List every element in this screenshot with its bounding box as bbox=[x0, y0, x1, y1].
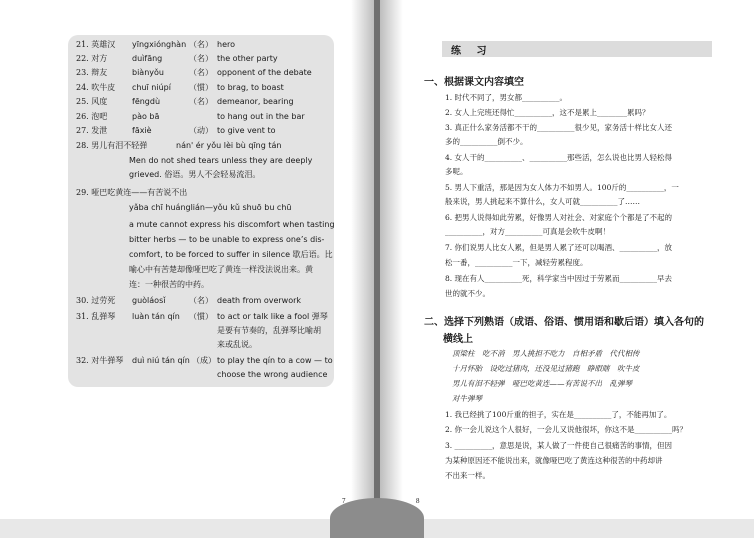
vocab-word: 24. 吹牛皮 bbox=[76, 83, 116, 92]
vocab-pos: （惯） bbox=[189, 83, 213, 92]
exercise-line: 1. 时代不同了，男女都__________。 bbox=[445, 93, 568, 102]
exercise-line: 6. 把男人说得如此劳累，好像男人对社会、对家庭个个都是了不起的 bbox=[445, 213, 673, 222]
vocab-word: 31. 乱弹琴 bbox=[76, 312, 116, 321]
word-bank-line: 对牛弹琴 bbox=[452, 394, 482, 403]
vocab-meaning: bitter herbs — to be unable to express one’s dis- bbox=[129, 235, 325, 244]
exercise-line: 3. 真正什么家务活都不干的__________很少见，家务活十样比女人还 bbox=[445, 123, 673, 132]
exercise-line: 不出来一样。 bbox=[445, 471, 490, 480]
vocab-meaning: a mute cannot express his discomfort when tasting bbox=[129, 220, 335, 229]
page-number: 8 bbox=[416, 497, 420, 505]
vocab-meaning: 是要有节奏的，乱弹琴比喻胡 bbox=[217, 326, 321, 335]
vocab-word: 29. 哑巴吃黄连——有苦说不出 bbox=[76, 188, 188, 197]
section-heading: 二、选择下列熟语（成语、俗语、惯用语和歇后语）填入各句的 bbox=[424, 317, 704, 328]
word-bank-line: 男儿有泪不轻弹 哑巴吃黄连——有苦说不出 乱弹琴 bbox=[452, 379, 632, 388]
vocab-pos: （名） bbox=[189, 97, 213, 106]
section-heading: 一、根据课文内容填空 bbox=[424, 77, 524, 88]
vocab-word: 28. 男儿有泪不轻弹 bbox=[76, 141, 148, 150]
vocab-meaning: to give vent to bbox=[217, 126, 276, 135]
exercise-line: 5. 男人下重活，那是因为女人体力不如男人。100斤的__________，一 bbox=[445, 183, 679, 192]
vocab-meaning: demeanor, bearing bbox=[217, 97, 294, 106]
vocab-word: 21. 英雄汉 bbox=[76, 40, 116, 49]
vocab-meaning: choose the wrong audience bbox=[217, 370, 328, 379]
vocab-meaning: to brag, to boast bbox=[217, 83, 284, 92]
vocab-pinyin: yīngxiónghàn bbox=[132, 40, 187, 49]
exercise-line: 世的就不少。 bbox=[445, 289, 490, 298]
book-tab bbox=[330, 498, 424, 538]
vocab-pinyin: yǎba chī huánglián—yǒu kǔ shuō bu chū bbox=[129, 203, 292, 212]
vocab-pinyin: duì niú tán qín bbox=[132, 356, 190, 365]
exercise-line: __________，对方__________可真是会吹牛皮啊！ bbox=[445, 227, 610, 236]
vocab-pos: （名） bbox=[189, 296, 213, 305]
vocab-meaning: to hang out in the bar bbox=[217, 112, 305, 121]
exercise-line: 松一番，__________一下，减轻劳累程度。 bbox=[445, 258, 588, 267]
exercise-line: 般来说，男人挑起来不算什么，女人可就__________了…… bbox=[445, 197, 640, 206]
vocab-meaning: to act or talk like a fool 弹琴 bbox=[217, 312, 328, 321]
exercise-line: 8. 现在有人__________死，科学家当中因过于劳累而__________早去 bbox=[445, 274, 673, 283]
vocab-pinyin: pào bā bbox=[132, 112, 160, 121]
exercise-line: 2. 女人上完班还得忙__________，这不是累上________累吗？ bbox=[445, 108, 650, 117]
vocab-meaning: to play the qín to a cow — to bbox=[217, 356, 333, 365]
exercise-line: 多呢。 bbox=[445, 167, 468, 176]
vocab-word: 25. 风度 bbox=[76, 97, 108, 106]
exercise-line: 2. 你一会儿说这个人很好，一会儿又说他很坏，你这不是__________吗？ bbox=[445, 425, 688, 434]
vocab-meaning: 连：一种很苦的中药。 bbox=[129, 280, 209, 289]
word-bank-line: 顶梁柱 吃不消 男人挑担不吃力 自相矛盾 代代相传 bbox=[452, 349, 640, 358]
exercise-title: 练 习 bbox=[451, 46, 493, 57]
vocab-pinyin: guòláosǐ bbox=[132, 296, 166, 305]
exercise-line: 多的__________倒不少。 bbox=[445, 137, 528, 146]
vocab-pos: （惯） bbox=[189, 312, 213, 321]
vocab-meaning: Men do not shed tears unless they are deeply bbox=[129, 156, 313, 165]
vocab-word: 26. 泡吧 bbox=[76, 112, 108, 121]
vocab-meaning: opponent of the debate bbox=[217, 68, 312, 77]
vocab-meaning: death from overwork bbox=[217, 296, 302, 305]
section-heading: 横线上 bbox=[443, 334, 473, 345]
spine-shadow bbox=[377, 0, 403, 519]
vocab-pos: （动） bbox=[189, 126, 213, 135]
vocab-meaning: grieved. 俗语。男人不会轻易流泪。 bbox=[129, 170, 261, 179]
vocab-pos: （名） bbox=[189, 68, 213, 77]
exercise-line: 4. 女人干的__________、__________那些活，怎么说也比男人轻松得 bbox=[445, 153, 673, 162]
vocab-pos: （名） bbox=[189, 54, 213, 63]
vocab-word: 27. 发泄 bbox=[76, 126, 108, 135]
vocab-pinyin: luàn tán qín bbox=[132, 312, 180, 321]
vocab-pinyin: fēngdù bbox=[132, 97, 161, 106]
exercise-line: 3. __________，意思是说，某人做了一件使自己很痛苦的事情，但因 bbox=[445, 441, 673, 450]
vocab-pinyin: duìfāng bbox=[132, 54, 163, 63]
exercise-line: 7. 你们说男人比女人累，但是男人累了还可以喝酒、__________，放 bbox=[445, 243, 673, 252]
vocab-pos: （名） bbox=[189, 40, 213, 49]
book-spine bbox=[374, 0, 380, 519]
vocab-meaning: 喻心中有苦楚却像哑巴吃了黄连一样没法说出来。黄 bbox=[129, 265, 313, 274]
vocab-meaning: 来或乱说。 bbox=[217, 340, 257, 349]
exercise-line: 1. 我已经挑了100斤重的担子，实在是__________了，不能再加了。 bbox=[445, 410, 672, 419]
vocab-word: 30. 过劳死 bbox=[76, 296, 116, 305]
vocab-pos: （成） bbox=[192, 356, 216, 365]
vocab-pinyin: fāxiè bbox=[132, 126, 152, 135]
vocab-pinyin: biànyǒu bbox=[132, 68, 164, 77]
vocab-meaning: hero bbox=[217, 40, 235, 49]
vocab-meaning: comfort, to be forced to suffer in silence 歇后语。比 bbox=[129, 250, 333, 259]
vocab-word: 23. 辩友 bbox=[76, 68, 108, 77]
vocab-word: 32. 对牛弹琴 bbox=[76, 356, 124, 365]
word-bank-line: 十月怀胎 设吃过猪肉，还没见过猪跑 睁眼瞎 吹牛皮 bbox=[452, 364, 640, 373]
vocab-pinyin: chuī niúpí bbox=[132, 83, 171, 92]
page-number: 7 bbox=[342, 497, 346, 505]
vocab-word: 22. 对方 bbox=[76, 54, 108, 63]
vocab-pinyin: nán' ér yǒu lèi bù qīng tán bbox=[176, 141, 282, 150]
vocab-meaning: the other party bbox=[217, 54, 278, 63]
exercise-line: 为某种原因还不能说出来，就像哑巴吃了黄连这种很苦的中药却讲 bbox=[445, 456, 663, 465]
